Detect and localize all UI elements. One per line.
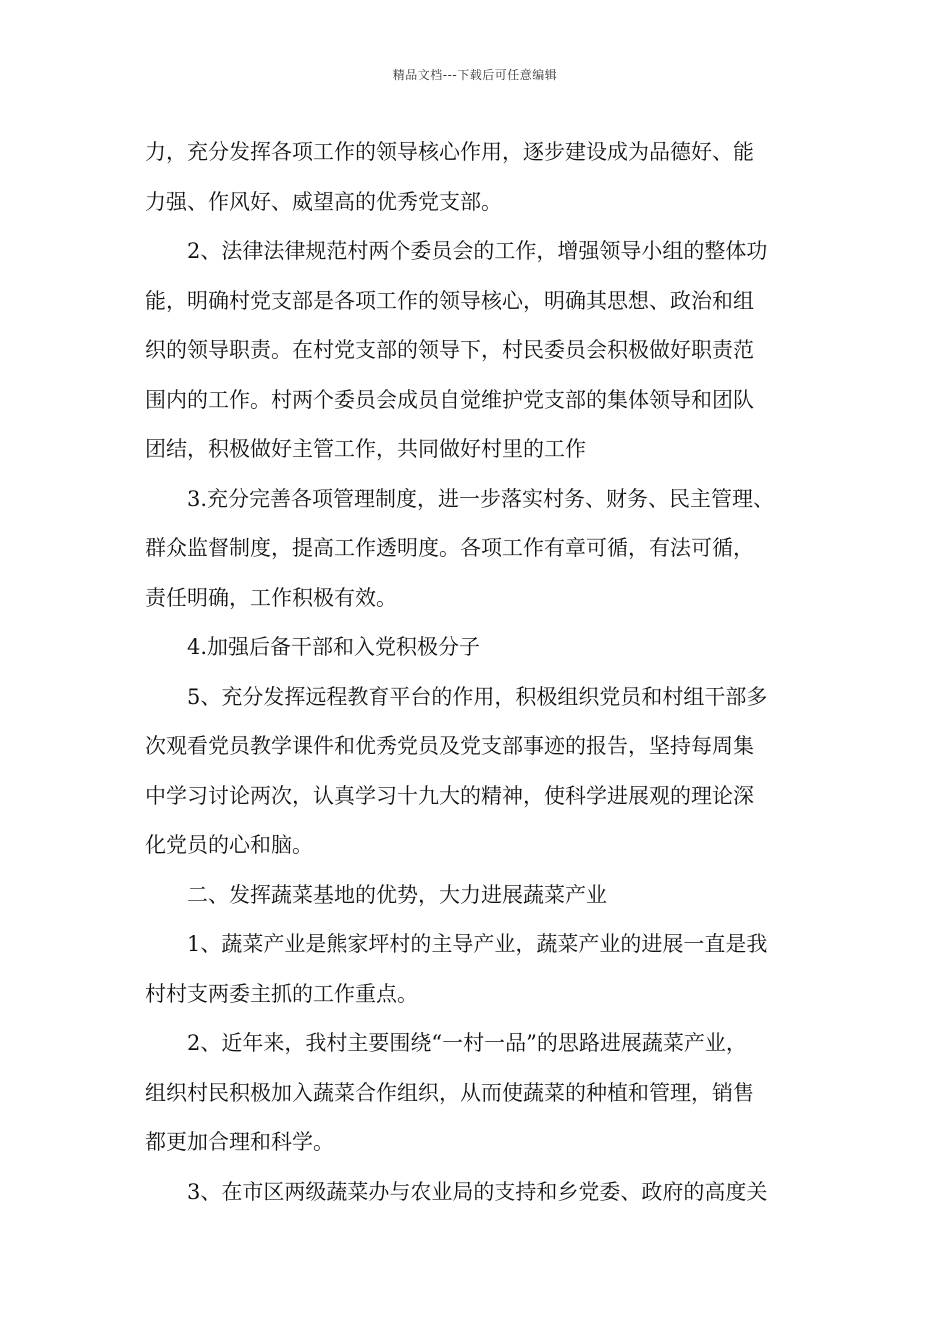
text-line: 中学习讨论两次，认真学习十九大的精神，使科学进展观的理论深 — [145, 783, 754, 808]
text-line: 组织村民积极加入蔬菜合作组织，从而使蔬菜的种植和管理，销售 — [145, 1080, 754, 1105]
text-line: 织的领导职责。在村党支部的领导下，村民委员会积极做好职责范 — [145, 338, 754, 362]
page-header: 精品文档---下载后可任意编辑 — [392, 68, 558, 82]
text-line: 村村支两委主抓的工作重点。 — [145, 981, 418, 1006]
text-line: 3、在市区两级蔬菜办与农业局的支持和乡党委、政府的高度关 — [187, 1179, 768, 1204]
text-line: 2、近年来，我村主要围绕“一村一品”的思路进展蔬菜产业， — [187, 1031, 747, 1055]
text-line: 4.加强后备干部和入党积极分子 — [187, 635, 481, 659]
text-line: 力强、作风好、威望高的优秀党支部。 — [145, 189, 502, 214]
text-line: 能，明确村党支部是各项工作的领导核心，明确其思想、政治和组 — [145, 288, 754, 313]
text-line: 团结，积极做好主管工作，共同做好村里的工作 — [145, 437, 586, 461]
text-line: 责任明确，工作积极有效。 — [145, 585, 397, 610]
text-line: 都更加合理和科学。 — [145, 1130, 334, 1154]
text-line: 次观看党员教学课件和优秀党员及党支部事迹的报告，坚持每周集 — [145, 734, 754, 758]
text-line: 2、法律法律规范村两个委员会的工作，增强领导小组的整体功 — [187, 239, 768, 263]
text-line: 化党员的心和脑。 — [145, 833, 313, 857]
text-line: 力，充分发挥各项工作的领导核心作用，逐步建设成为品德好、能 — [145, 140, 754, 164]
text-line: 3.充分完善各项管理制度，进一步落实村务、财务、民主管理、 — [187, 486, 775, 511]
text-line: 5、充分发挥远程教育平台的作用，积极组织党员和村组干部多 — [187, 684, 768, 709]
document-body — [145, 128, 810, 1217]
text-line: 群众监督制度，提高工作透明度。各项工作有章可循，有法可循， — [145, 536, 754, 560]
text-line: 围内的工作。村两个委员会成员自觉维护党支部的集体领导和团队 — [145, 387, 754, 412]
text-line: 1、蔬菜产业是熊家坪村的主导产业，蔬菜产业的进展一直是我 — [187, 932, 768, 956]
section-heading: 二、发挥蔬菜基地的优势，大力进展蔬菜产业 — [187, 882, 607, 907]
